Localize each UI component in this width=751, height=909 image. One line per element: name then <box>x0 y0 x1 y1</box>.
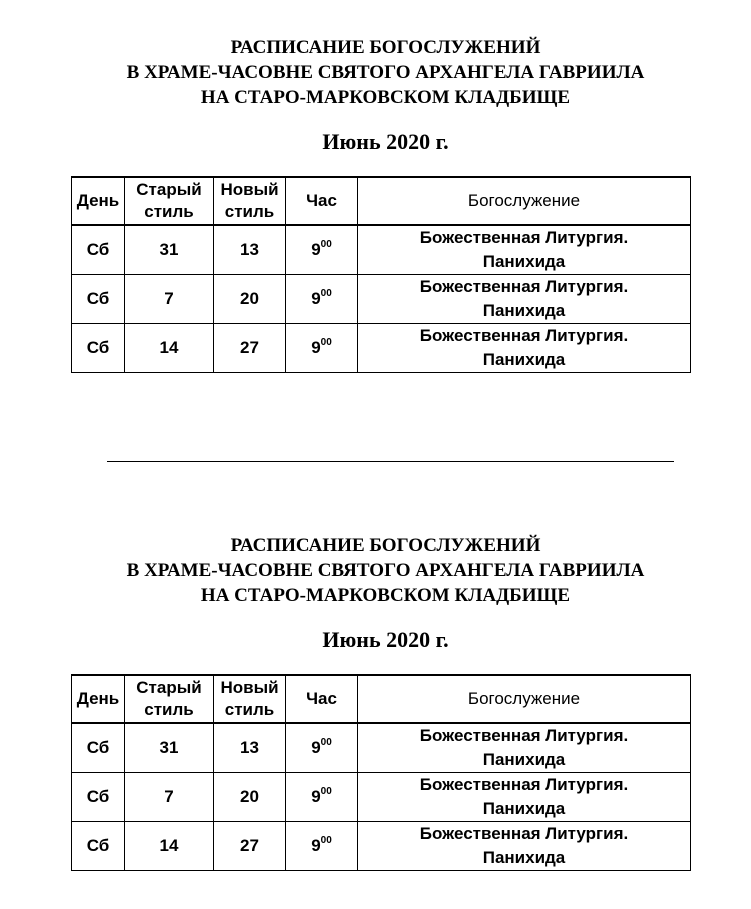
header-hour: Час <box>286 177 358 225</box>
cell-old-date: 31 <box>125 723 214 773</box>
cell-day: Сб <box>72 773 125 822</box>
title-line: НА СТАРО-МАРКОВСКОМ КЛАДБИЩЕ <box>200 585 571 606</box>
table-row <box>72 324 691 373</box>
header-old-style: Старый стиль <box>125 177 214 225</box>
cell-service: Божественная Литургия. Панихида <box>358 822 691 871</box>
cell-day: Сб <box>72 225 125 275</box>
cell-hour: $9^{00}$ <box>286 225 358 275</box>
schedule-table <box>71 674 691 871</box>
cell-hour: $9^{00}$ <box>286 822 358 871</box>
schedule-table <box>71 176 691 373</box>
header-service: Богослужение <box>358 177 691 225</box>
cell-old-date: 14 <box>125 822 214 871</box>
cell-new-date: 20 <box>214 275 286 324</box>
cell-day: Сб <box>72 822 125 871</box>
cell-hour: $9^{00}$ <box>286 324 358 373</box>
cell-day: Сб <box>72 723 125 773</box>
title-line: НА СТАРО-МАРКОВСКОМ КЛАДБИЩЕ <box>200 87 571 108</box>
title-line: РАСПИСАНИЕ БОГОСЛУЖЕНИЙ <box>230 37 541 58</box>
table-row <box>72 275 691 324</box>
cell-old-date: 31 <box>125 225 214 275</box>
cell-hour: $9^{00}$ <box>286 773 358 822</box>
cell-new-date: 13 <box>214 723 286 773</box>
month-title: Июнь 2020 г. <box>322 129 449 154</box>
title-line: В ХРАМЕ-ЧАСОВНЕ СВЯТОГО АРХАНГЕЛА ГАВРИИЛА <box>126 560 645 581</box>
cell-new-date: 20 <box>214 773 286 822</box>
title-line: РАСПИСАНИЕ БОГОСЛУЖЕНИЙ <box>230 535 541 556</box>
cell-service: Божественная Литургия. Панихида <box>358 324 691 373</box>
header-new-style: Новый стиль <box>214 675 286 723</box>
schedule-title <box>20 533 751 608</box>
cell-service: Божественная Литургия. Панихида <box>358 275 691 324</box>
header-new-style: Новый стиль <box>214 177 286 225</box>
header-service: Богослужение <box>358 675 691 723</box>
header-day: День <box>72 675 125 723</box>
table-row <box>72 822 691 871</box>
cell-new-date: 27 <box>214 324 286 373</box>
cell-new-date: 27 <box>214 822 286 871</box>
table-row <box>72 225 691 275</box>
cell-service: Божественная Литургия. Панихида <box>358 723 691 773</box>
schedule-block-1 <box>0 35 751 369</box>
cell-old-date: 14 <box>125 324 214 373</box>
cell-hour: $9^{00}$ <box>286 723 358 773</box>
cut-line-divider <box>107 461 674 462</box>
header-day: День <box>72 177 125 225</box>
table-row <box>72 723 691 773</box>
header-hour: Час <box>286 675 358 723</box>
table-row <box>72 773 691 822</box>
title-line: В ХРАМЕ-ЧАСОВНЕ СВЯТОГО АРХАНГЕЛА ГАВРИИЛА <box>126 62 645 83</box>
cell-day: Сб <box>72 275 125 324</box>
cell-new-date: 13 <box>214 225 286 275</box>
header-old-style: Старый стиль <box>125 675 214 723</box>
table-header-row <box>72 675 691 723</box>
cell-hour: $9^{00}$ <box>286 275 358 324</box>
cell-day: Сб <box>72 324 125 373</box>
cell-old-date: 7 <box>125 275 214 324</box>
schedule-title <box>20 35 751 110</box>
table-header-row <box>72 177 691 225</box>
cell-old-date: 7 <box>125 773 214 822</box>
month-title: Июнь 2020 г. <box>322 627 449 652</box>
cell-service: Божественная Литургия. Панихида <box>358 773 691 822</box>
cell-service: Божественная Литургия. Панихида <box>358 225 691 275</box>
schedule-block-2 <box>0 533 751 867</box>
